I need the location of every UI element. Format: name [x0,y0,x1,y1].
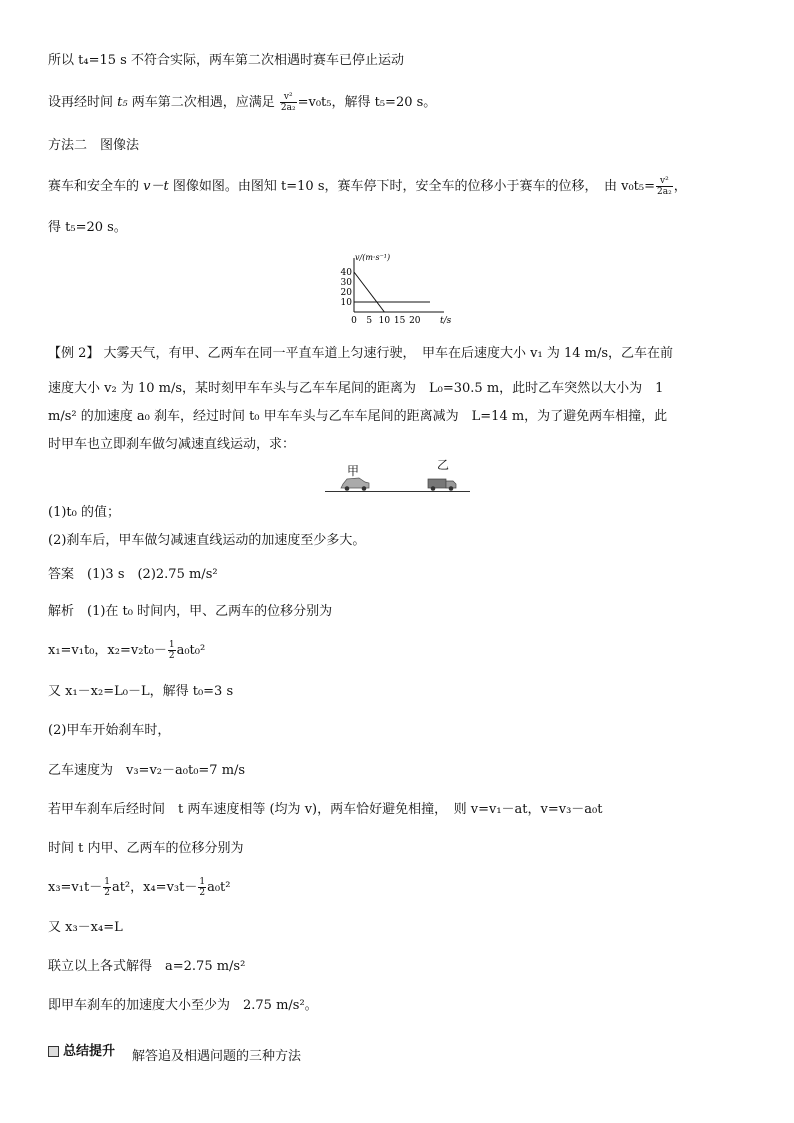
summary-heading: 总结提升 [48,1040,115,1059]
car-a-icon [341,478,369,491]
fraction: $\frac{\text{v²}}{\text{2a₂}}$ [657,176,672,197]
text-line: 得 t₅=20 s。 [48,220,127,235]
y-tick-label: 30 [340,278,352,288]
car-label-a: 甲 [347,464,360,478]
summary-subtitle: 解答追及相遇问题的三种方法 [132,1049,302,1064]
x-tick-label: 0 [351,316,357,326]
car-figure [325,458,470,496]
solution-line: 又 x₃－x₄=L [48,920,123,935]
car-b-icon [428,479,456,491]
text-seg: =v₀t₅，解得 t₅=20 s。 [297,95,437,110]
question-2: (2)刹车后，甲车做匀减速直线运动的加速度至少多大。 [48,533,366,548]
vt-chart [322,250,462,330]
text-line: 赛车和安全车的 v－t 图像如图。由图知 t=10 s，赛车停下时，安全车的位移小于赛车的位移， 由 v₀t₅= $\frac{\text{v²}}{\text{2a₂}}$ ， [48,176,687,197]
answer: 答案 (1)3 s (2)2.75 m/s² [48,567,218,582]
solution-line: 乙车速度为 v₃=v₂－a₀t₀=7 m/s [48,763,246,778]
text-seg: 两车第二次相遇，应满足 [131,95,275,110]
solution-line: x₃=v₁t－ $\frac{1}{2}$ at²，x₄=v₃t－ $\frac{1}{2}$ a₀t² [48,877,231,898]
question-1: (1)t₀ 的值； [48,505,120,520]
y-tick-label: 20 [340,288,352,298]
x-axis-label: t/s [440,316,452,326]
text-line: 所以 t₄=15 s 不符合实际，两车第二次相遇时赛车已停止运动 [48,53,404,68]
x-tick-label: 15 [393,316,406,326]
fraction: $\frac{1}{2}$ [168,640,175,661]
section-heading: 方法二 图像法 [48,138,140,153]
x-tick-label: 5 [366,316,373,326]
fraction: $\frac{\text{v²}}{\text{2a₂}}$ [280,92,296,113]
solution-line: 解析 (1)在 t₀ 时间内，甲、乙两车的位移分别为 [48,604,333,619]
x-tick-label: 10 [378,316,391,326]
solution-line: 时间 t 内甲、乙两车的位移分别为 [48,841,244,856]
text-seg: 设再经时间 [48,95,114,110]
solution-line: 联立以上各式解得 a=2.75 m/s² [48,959,246,974]
y-tick-label: 10 [340,298,352,308]
solution-line: 若甲车刹车后经时间 t 两车速度相等 (均为 v)，两车恰好避免相撞， 则 v=v₁－at，v=v₃－a₀t [48,802,603,817]
solution-line: (2)甲车开始刹车时， [48,723,171,738]
x-tick-label: 20 [409,316,421,326]
fraction: $\frac{1}{2}$ [104,877,110,898]
section-marker-icon [48,1046,59,1057]
y-axis-label: v/(m·s⁻¹) [355,253,391,262]
text-seg: t₅ [117,95,128,110]
solution-line: 又 x₁－x₂=L₀－L，解得 t₀=3 s [48,684,234,699]
text-line [48,92,436,113]
fraction: $\frac{1}{2}$ [199,877,206,898]
solution-line: 即甲车刹车的加速度大小至少为 2.75 m/s²。 [48,998,318,1013]
solution-line: x₁=v₁t₀，x₂=v₂t₀－ $\frac{1}{2}$ a₀t₀² [48,640,206,661]
y-tick-label: 40 [340,268,352,278]
example-line: 时甲车也立即刹车做匀减速直线运动，求： [48,437,296,452]
example-line: 【例 2】 大雾天气，有甲、乙两车在同一平直车道上匀速行驶， 甲车在后速度大小 v₁ 为 14 m/s，乙车在前 [48,346,674,361]
series-line-1 [354,272,384,312]
example-line: 速度大小 v₂ 为 10 m/s，某时刻甲车车头与乙车车尾间的距离为 L₀=30.5 m，此时乙车突然以大小为 1 [48,381,664,396]
example-line: m/s² 的加速度 a₀ 刹车，经过时间 t₀ 甲车车头与乙车车尾间的距离减为 L=14 m，为了避免两车相撞，此 [48,409,668,424]
car-label-b: 乙 [437,458,450,472]
